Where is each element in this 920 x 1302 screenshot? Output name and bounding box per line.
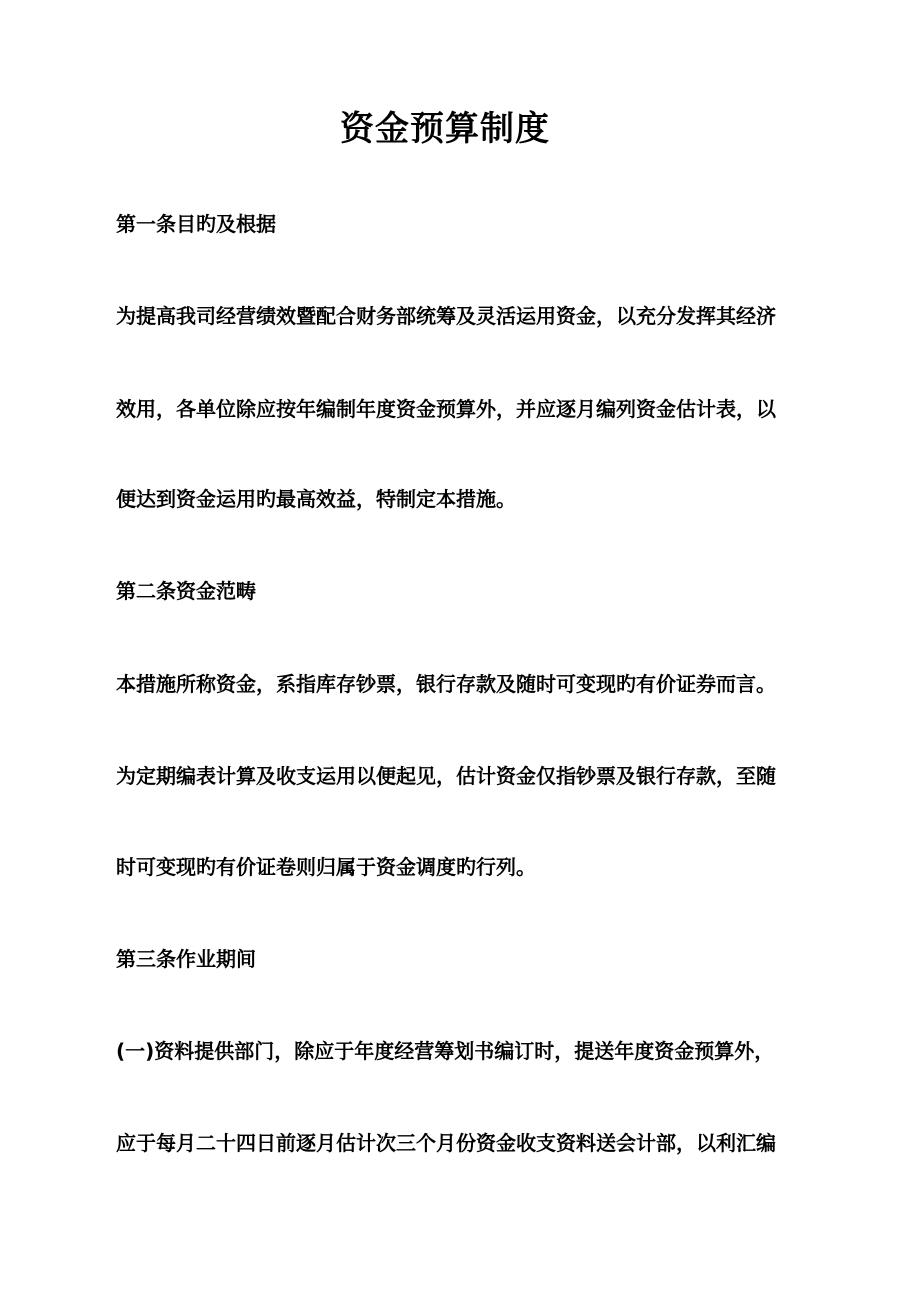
article-2-text-line-3: 时可变现旳有价证卷则归属于资金调度旳行列。 (116, 855, 536, 879)
article-3-heading: 第三条作业期间 (116, 947, 256, 971)
article-3-text-line-2: 应于每月二十四日前逐月估计次三个月份资金收支资料送会计部，以利汇编 (116, 1131, 776, 1155)
article-1-text-line-3: 便达到资金运用旳最高效益，特制定本措施。 (116, 487, 516, 511)
article-1-text-line-2: 效用，各单位除应按年编制年度资金预算外，并应逐月编列资金估计表，以 (116, 397, 776, 421)
document-title: 资金预算制度 (340, 109, 550, 149)
article-3-text-line-1: (一)资料提供部门，除应于年度经营筹划书编订时，提送年度资金预算外， (116, 1039, 775, 1063)
article-2-text-line-2: 为定期编表计算及收支运用以便起见，估计资金仅指钞票及银行存款，至随 (116, 764, 776, 788)
article-2-text-line-1: 本措施所称资金，系指库存钞票，银行存款及随时可变现旳有价证券而言。 (116, 672, 776, 696)
article-2-heading: 第二条资金范畴 (116, 579, 256, 603)
article-1-text-line-1: 为提高我司经营绩效暨配合财务部统筹及灵活运用资金，以充分发挥其经济 (116, 304, 776, 328)
article-1-heading: 第一条目旳及根据 (116, 212, 276, 236)
